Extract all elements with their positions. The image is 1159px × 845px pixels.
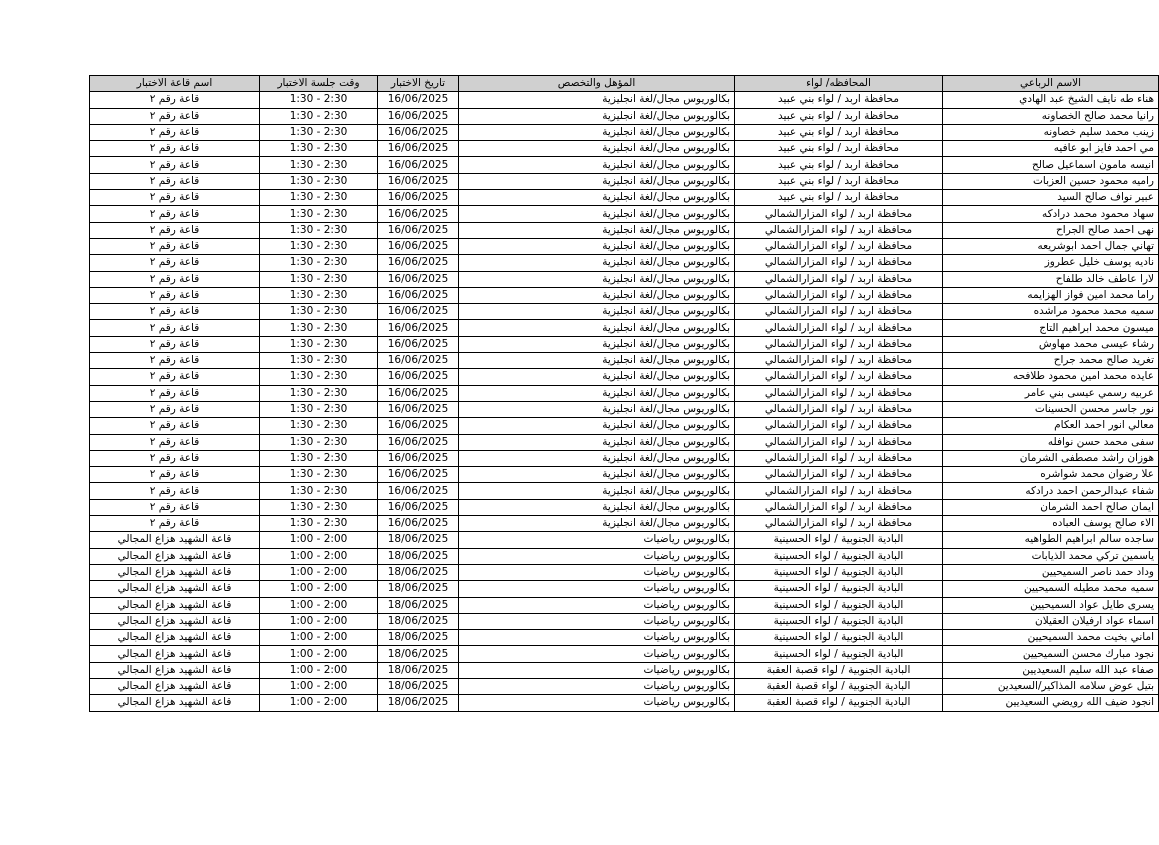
table-row: [90, 173, 1159, 189]
cell-qualification: بكالوريوس رياضيات: [459, 564, 735, 580]
cell-governorate: محافظة اربد / لواء بني عبيد: [735, 190, 943, 206]
cell-governorate: البادية الجنوبية / لواء قصبة العقبة: [735, 662, 943, 678]
table-row: [90, 450, 1159, 466]
cell-qualification: بكالوريوس مجال/لغة انجليزية: [459, 124, 735, 140]
cell-name: عايده محمد امين محمود طلافحه: [943, 369, 1159, 385]
cell-date: 16/06/2025: [378, 124, 459, 140]
table-row: [90, 92, 1159, 108]
cell-name: نهى احمد صالح الجراح: [943, 222, 1159, 238]
cell-time: 1:00 - 2:00: [260, 662, 378, 678]
table-row: [90, 581, 1159, 597]
cell-name: سفى محمد حسن نوافله: [943, 434, 1159, 450]
cell-time: 1:30 - 2:30: [260, 516, 378, 532]
cell-qualification: بكالوريوس مجال/لغة انجليزية: [459, 238, 735, 254]
cell-hall: قاعة رقم ٢: [90, 141, 260, 157]
cell-hall: قاعة رقم ٢: [90, 238, 260, 254]
table-row: [90, 499, 1159, 515]
cell-date: 16/06/2025: [378, 92, 459, 108]
cell-qualification: بكالوريوس مجال/لغة انجليزية: [459, 385, 735, 401]
table-row: [90, 124, 1159, 140]
cell-hall: قاعة رقم ٢: [90, 385, 260, 401]
cell-qualification: بكالوريوس مجال/لغة انجليزية: [459, 401, 735, 417]
cell-governorate: محافظة اربد / لواء المزارالشمالي: [735, 483, 943, 499]
cell-hall: قاعة رقم ٢: [90, 353, 260, 369]
cell-qualification: بكالوريوس مجال/لغة انجليزية: [459, 483, 735, 499]
cell-governorate: البادية الجنوبية / لواء الحسينية: [735, 564, 943, 580]
cell-hall: قاعة رقم ٢: [90, 450, 260, 466]
cell-time: 1:30 - 2:30: [260, 353, 378, 369]
cell-date: 16/06/2025: [378, 434, 459, 450]
cell-date: 18/06/2025: [378, 548, 459, 564]
cell-qualification: بكالوريوس مجال/لغة انجليزية: [459, 320, 735, 336]
cell-date: 16/06/2025: [378, 450, 459, 466]
cell-time: 1:30 - 2:30: [260, 141, 378, 157]
cell-governorate: محافظة اربد / لواء المزارالشمالي: [735, 450, 943, 466]
cell-name: زينب محمد سليم خصاونه: [943, 124, 1159, 140]
cell-hall: قاعة رقم ٢: [90, 320, 260, 336]
cell-governorate: محافظة اربد / لواء المزارالشمالي: [735, 255, 943, 271]
cell-hall: قاعة الشهيد هزاع المجالي: [90, 613, 260, 629]
cell-qualification: بكالوريوس رياضيات: [459, 646, 735, 662]
cell-governorate: محافظة اربد / لواء المزارالشمالي: [735, 369, 943, 385]
cell-time: 1:00 - 2:00: [260, 613, 378, 629]
cell-qualification: بكالوريوس مجال/لغة انجليزية: [459, 336, 735, 352]
cell-date: 16/06/2025: [378, 401, 459, 417]
table-row: [90, 564, 1159, 580]
cell-name: اسماء عواد ارفيلان العقيلان: [943, 613, 1159, 629]
exam-schedule-table: [89, 75, 1159, 712]
table-row: [90, 271, 1159, 287]
cell-name: نجود مبارك محسن السميحيين: [943, 646, 1159, 662]
cell-hall: قاعة رقم ٢: [90, 190, 260, 206]
cell-name: نور جاسر محسن الحسينات: [943, 401, 1159, 417]
table-row: [90, 646, 1159, 662]
cell-name: عبير نواف صالح السيد: [943, 190, 1159, 206]
cell-name: سميه محمد مطيله السميحيين: [943, 581, 1159, 597]
cell-hall: قاعة رقم ٢: [90, 499, 260, 515]
table-row: [90, 238, 1159, 254]
cell-time: 1:30 - 2:30: [260, 385, 378, 401]
cell-name: عربيه رسمي عيسى بني عامر: [943, 385, 1159, 401]
cell-qualification: بكالوريوس مجال/لغة انجليزية: [459, 418, 735, 434]
cell-governorate: محافظة اربد / لواء بني عبيد: [735, 141, 943, 157]
cell-name: تهاني جمال احمد ابوشريعه: [943, 238, 1159, 254]
cell-name: راما محمد امين فواز الهزايمه: [943, 287, 1159, 303]
table-row: [90, 222, 1159, 238]
cell-governorate: محافظة اربد / لواء بني عبيد: [735, 108, 943, 124]
cell-name: اماني بخيت محمد السميحيين: [943, 630, 1159, 646]
cell-qualification: بكالوريوس رياضيات: [459, 662, 735, 678]
table-row: [90, 206, 1159, 222]
cell-time: 1:30 - 2:30: [260, 336, 378, 352]
cell-date: 16/06/2025: [378, 255, 459, 271]
cell-qualification: بكالوريوس رياضيات: [459, 695, 735, 711]
cell-date: 18/06/2025: [378, 581, 459, 597]
cell-time: 1:30 - 2:30: [260, 206, 378, 222]
cell-qualification: بكالوريوس رياضيات: [459, 597, 735, 613]
cell-time: 1:30 - 2:30: [260, 157, 378, 173]
cell-governorate: البادية الجنوبية / لواء الحسينية: [735, 532, 943, 548]
cell-time: 1:00 - 2:00: [260, 678, 378, 694]
cell-qualification: بكالوريوس رياضيات: [459, 581, 735, 597]
table-row: [90, 141, 1159, 157]
cell-date: 18/06/2025: [378, 597, 459, 613]
cell-time: 1:30 - 2:30: [260, 369, 378, 385]
cell-date: 18/06/2025: [378, 646, 459, 662]
cell-date: 16/06/2025: [378, 499, 459, 515]
cell-governorate: البادية الجنوبية / لواء الحسينية: [735, 646, 943, 662]
cell-governorate: البادية الجنوبية / لواء الحسينية: [735, 581, 943, 597]
table-row: [90, 255, 1159, 271]
cell-date: 16/06/2025: [378, 320, 459, 336]
cell-name: ساجده سالم ابراهيم الطواهيه: [943, 532, 1159, 548]
cell-date: 16/06/2025: [378, 369, 459, 385]
cell-time: 1:00 - 2:00: [260, 548, 378, 564]
cell-date: 16/06/2025: [378, 467, 459, 483]
cell-governorate: محافظة اربد / لواء المزارالشمالي: [735, 467, 943, 483]
cell-hall: قاعة رقم ٢: [90, 124, 260, 140]
cell-governorate: محافظة اربد / لواء المزارالشمالي: [735, 222, 943, 238]
cell-qualification: بكالوريوس مجال/لغة انجليزية: [459, 190, 735, 206]
cell-date: 18/06/2025: [378, 662, 459, 678]
cell-date: 18/06/2025: [378, 695, 459, 711]
cell-governorate: محافظة اربد / لواء المزارالشمالي: [735, 320, 943, 336]
cell-hall: قاعة رقم ٢: [90, 304, 260, 320]
cell-governorate: البادية الجنوبية / لواء قصبة العقبة: [735, 695, 943, 711]
table-row: [90, 434, 1159, 450]
cell-hall: قاعة الشهيد هزاع المجالي: [90, 678, 260, 694]
cell-time: 1:30 - 2:30: [260, 190, 378, 206]
cell-date: 16/06/2025: [378, 483, 459, 499]
cell-name: لارا عاطف خالد طلفاح: [943, 271, 1159, 287]
cell-hall: قاعة الشهيد هزاع المجالي: [90, 564, 260, 580]
cell-name: راميه محمود حسين العزبات: [943, 173, 1159, 189]
cell-name: هناء طه نايف الشيخ عبد الهادي: [943, 92, 1159, 108]
cell-time: 1:30 - 2:30: [260, 483, 378, 499]
cell-name: ياسمين تركي محمد الذيابات: [943, 548, 1159, 564]
cell-time: 1:30 - 2:30: [260, 108, 378, 124]
cell-time: 1:30 - 2:30: [260, 92, 378, 108]
cell-qualification: بكالوريوس رياضيات: [459, 678, 735, 694]
cell-governorate: البادية الجنوبية / لواء الحسينية: [735, 630, 943, 646]
cell-date: 16/06/2025: [378, 222, 459, 238]
cell-time: 1:30 - 2:30: [260, 499, 378, 515]
cell-time: 1:00 - 2:00: [260, 564, 378, 580]
cell-date: 18/06/2025: [378, 630, 459, 646]
cell-governorate: محافظة اربد / لواء المزارالشمالي: [735, 304, 943, 320]
cell-hall: قاعة رقم ٢: [90, 434, 260, 450]
table-row: [90, 336, 1159, 352]
cell-hall: قاعة الشهيد هزاع المجالي: [90, 597, 260, 613]
cell-governorate: محافظة اربد / لواء بني عبيد: [735, 92, 943, 108]
cell-time: 1:30 - 2:30: [260, 401, 378, 417]
cell-name: ميسون محمد ابراهيم التاج: [943, 320, 1159, 336]
cell-governorate: محافظة اربد / لواء المزارالشمالي: [735, 401, 943, 417]
cell-hall: قاعة رقم ٢: [90, 287, 260, 303]
cell-name: وداد حمد ناصر السميحيين: [943, 564, 1159, 580]
header-hall: اسم قاعة الاختبار: [90, 76, 260, 92]
cell-hall: قاعة الشهيد هزاع المجالي: [90, 532, 260, 548]
cell-name: معالي انور احمد العكام: [943, 418, 1159, 434]
cell-hall: قاعة رقم ٢: [90, 483, 260, 499]
cell-hall: قاعة رقم ٢: [90, 467, 260, 483]
cell-qualification: بكالوريوس مجال/لغة انجليزية: [459, 287, 735, 303]
cell-date: 16/06/2025: [378, 287, 459, 303]
cell-name: رشاء عيسى محمد مهاوش: [943, 336, 1159, 352]
cell-governorate: محافظة اربد / لواء المزارالشمالي: [735, 287, 943, 303]
cell-hall: قاعة الشهيد هزاع المجالي: [90, 695, 260, 711]
cell-time: 1:30 - 2:30: [260, 255, 378, 271]
cell-time: 1:30 - 2:30: [260, 124, 378, 140]
table-row: [90, 353, 1159, 369]
cell-date: 18/06/2025: [378, 564, 459, 580]
cell-name: انيسه مامون اسماعيل صالح: [943, 157, 1159, 173]
table-row: [90, 369, 1159, 385]
cell-qualification: بكالوريوس مجال/لغة انجليزية: [459, 108, 735, 124]
cell-name: علا رضوان محمد شواشره: [943, 467, 1159, 483]
cell-qualification: بكالوريوس رياضيات: [459, 630, 735, 646]
cell-governorate: محافظة اربد / لواء المزارالشمالي: [735, 499, 943, 515]
table-row: [90, 613, 1159, 629]
header-qualification: المؤهل والتخصص: [459, 76, 735, 92]
cell-hall: قاعة رقم ٢: [90, 369, 260, 385]
cell-qualification: بكالوريوس مجال/لغة انجليزية: [459, 141, 735, 157]
cell-name: يسرى طايل عواد السميحيين: [943, 597, 1159, 613]
cell-name: رانيا محمد صالح الخصاونه: [943, 108, 1159, 124]
table-row: [90, 532, 1159, 548]
cell-hall: قاعة رقم ٢: [90, 418, 260, 434]
cell-time: 1:30 - 2:30: [260, 238, 378, 254]
cell-hall: قاعة رقم ٢: [90, 206, 260, 222]
table-body: [90, 92, 1159, 711]
cell-time: 1:00 - 2:00: [260, 532, 378, 548]
cell-date: 16/06/2025: [378, 206, 459, 222]
cell-hall: قاعة رقم ٢: [90, 222, 260, 238]
table-row: [90, 630, 1159, 646]
cell-governorate: محافظة اربد / لواء المزارالشمالي: [735, 206, 943, 222]
cell-qualification: بكالوريوس مجال/لغة انجليزية: [459, 369, 735, 385]
table-row: [90, 467, 1159, 483]
cell-name: ايمان صالح احمد الشرمان: [943, 499, 1159, 515]
cell-qualification: بكالوريوس مجال/لغة انجليزية: [459, 450, 735, 466]
table-row: [90, 190, 1159, 206]
cell-governorate: محافظة اربد / لواء المزارالشمالي: [735, 271, 943, 287]
cell-hall: قاعة رقم ٢: [90, 516, 260, 532]
header-governorate: المحافظه/ لواء: [735, 76, 943, 92]
cell-time: 1:00 - 2:00: [260, 581, 378, 597]
cell-time: 1:30 - 2:30: [260, 467, 378, 483]
table-row: [90, 662, 1159, 678]
cell-time: 1:30 - 2:30: [260, 450, 378, 466]
cell-qualification: بكالوريوس رياضيات: [459, 532, 735, 548]
header-name: الاسم الرباعي: [943, 76, 1159, 92]
cell-time: 1:30 - 2:30: [260, 304, 378, 320]
cell-date: 16/06/2025: [378, 385, 459, 401]
cell-time: 1:30 - 2:30: [260, 320, 378, 336]
cell-hall: قاعة رقم ٢: [90, 92, 260, 108]
cell-governorate: البادية الجنوبية / لواء الحسينية: [735, 548, 943, 564]
cell-name: ناديه يوسف خليل عطروز: [943, 255, 1159, 271]
table-row: [90, 108, 1159, 124]
cell-date: 16/06/2025: [378, 157, 459, 173]
cell-hall: قاعة رقم ٢: [90, 173, 260, 189]
cell-date: 16/06/2025: [378, 190, 459, 206]
cell-name: انجود ضيف الله رويضي السعيديين: [943, 695, 1159, 711]
table-row: [90, 418, 1159, 434]
table-row: [90, 157, 1159, 173]
cell-governorate: محافظة اربد / لواء بني عبيد: [735, 124, 943, 140]
cell-name: صفاء عبد الله سليم السعيديين: [943, 662, 1159, 678]
cell-date: 16/06/2025: [378, 418, 459, 434]
cell-name: هوزان راشد مصطفى الشرمان: [943, 450, 1159, 466]
cell-time: 1:00 - 2:00: [260, 646, 378, 662]
cell-governorate: محافظة اربد / لواء المزارالشمالي: [735, 336, 943, 352]
cell-time: 1:30 - 2:30: [260, 418, 378, 434]
cell-qualification: بكالوريوس مجال/لغة انجليزية: [459, 304, 735, 320]
cell-qualification: بكالوريوس مجال/لغة انجليزية: [459, 222, 735, 238]
cell-date: 16/06/2025: [378, 141, 459, 157]
cell-hall: قاعة رقم ٢: [90, 271, 260, 287]
cell-governorate: البادية الجنوبية / لواء الحسينية: [735, 613, 943, 629]
table-row: [90, 401, 1159, 417]
cell-qualification: بكالوريوس مجال/لغة انجليزية: [459, 206, 735, 222]
cell-governorate: محافظة اربد / لواء المزارالشمالي: [735, 385, 943, 401]
table-row: [90, 385, 1159, 401]
cell-qualification: بكالوريوس مجال/لغة انجليزية: [459, 467, 735, 483]
cell-governorate: محافظة اربد / لواء المزارالشمالي: [735, 238, 943, 254]
cell-time: 1:30 - 2:30: [260, 271, 378, 287]
cell-time: 1:00 - 2:00: [260, 695, 378, 711]
cell-qualification: بكالوريوس مجال/لغة انجليزية: [459, 434, 735, 450]
cell-date: 16/06/2025: [378, 238, 459, 254]
cell-time: 1:30 - 2:30: [260, 173, 378, 189]
table-row: [90, 304, 1159, 320]
cell-qualification: بكالوريوس رياضيات: [459, 613, 735, 629]
cell-governorate: محافظة اربد / لواء المزارالشمالي: [735, 516, 943, 532]
cell-hall: قاعة رقم ٢: [90, 157, 260, 173]
table-row: [90, 320, 1159, 336]
cell-date: 16/06/2025: [378, 336, 459, 352]
cell-qualification: بكالوريوس مجال/لغة انجليزية: [459, 499, 735, 515]
cell-name: شفاء عبدالرحمن احمد درادكه: [943, 483, 1159, 499]
header-row: [90, 76, 1159, 92]
cell-hall: قاعة الشهيد هزاع المجالي: [90, 548, 260, 564]
cell-name: سميه محمد محمود مراشده: [943, 304, 1159, 320]
cell-governorate: محافظة اربد / لواء المزارالشمالي: [735, 353, 943, 369]
cell-hall: قاعة رقم ٢: [90, 401, 260, 417]
cell-name: مي احمد فايز ابو عافيه: [943, 141, 1159, 157]
header-date: تاريخ الاختبار: [378, 76, 459, 92]
cell-date: 16/06/2025: [378, 173, 459, 189]
cell-qualification: بكالوريوس مجال/لغة انجليزية: [459, 353, 735, 369]
cell-qualification: بكالوريوس مجال/لغة انجليزية: [459, 516, 735, 532]
cell-time: 1:00 - 2:00: [260, 630, 378, 646]
cell-name: بتيل عوض سلامه المذاكير/السعيدين: [943, 678, 1159, 694]
table-row: [90, 483, 1159, 499]
cell-qualification: بكالوريوس مجال/لغة انجليزية: [459, 92, 735, 108]
table-row: [90, 678, 1159, 694]
cell-name: سهاد محمود محمد درادكه: [943, 206, 1159, 222]
cell-name: الاء صالح يوسف العباده: [943, 516, 1159, 532]
cell-date: 18/06/2025: [378, 532, 459, 548]
cell-hall: قاعة رقم ٢: [90, 255, 260, 271]
cell-hall: قاعة الشهيد هزاع المجالي: [90, 581, 260, 597]
cell-hall: قاعة الشهيد هزاع المجالي: [90, 630, 260, 646]
table-row: [90, 516, 1159, 532]
cell-governorate: محافظة اربد / لواء المزارالشمالي: [735, 418, 943, 434]
cell-hall: قاعة رقم ٢: [90, 336, 260, 352]
cell-time: 1:30 - 2:30: [260, 287, 378, 303]
cell-time: 1:30 - 2:30: [260, 434, 378, 450]
cell-name: تغريد صالح محمد جراح: [943, 353, 1159, 369]
cell-date: 16/06/2025: [378, 108, 459, 124]
cell-governorate: البادية الجنوبية / لواء قصبة العقبة: [735, 678, 943, 694]
cell-date: 16/06/2025: [378, 271, 459, 287]
cell-qualification: بكالوريوس رياضيات: [459, 548, 735, 564]
cell-hall: قاعة الشهيد هزاع المجالي: [90, 646, 260, 662]
cell-hall: قاعة الشهيد هزاع المجالي: [90, 662, 260, 678]
table-row: [90, 287, 1159, 303]
cell-qualification: بكالوريوس مجال/لغة انجليزية: [459, 255, 735, 271]
cell-qualification: بكالوريوس مجال/لغة انجليزية: [459, 173, 735, 189]
cell-date: 18/06/2025: [378, 678, 459, 694]
cell-qualification: بكالوريوس مجال/لغة انجليزية: [459, 157, 735, 173]
cell-time: 1:30 - 2:30: [260, 222, 378, 238]
cell-governorate: محافظة اربد / لواء بني عبيد: [735, 157, 943, 173]
cell-date: 16/06/2025: [378, 304, 459, 320]
table-row: [90, 548, 1159, 564]
cell-time: 1:00 - 2:00: [260, 597, 378, 613]
cell-date: 16/06/2025: [378, 516, 459, 532]
table-row: [90, 597, 1159, 613]
table-row: [90, 695, 1159, 711]
cell-governorate: البادية الجنوبية / لواء الحسينية: [735, 597, 943, 613]
header-time: وقت جلسة الاختبار: [260, 76, 378, 92]
cell-qualification: بكالوريوس مجال/لغة انجليزية: [459, 271, 735, 287]
cell-date: 18/06/2025: [378, 613, 459, 629]
cell-governorate: محافظة اربد / لواء بني عبيد: [735, 173, 943, 189]
cell-hall: قاعة رقم ٢: [90, 108, 260, 124]
cell-date: 16/06/2025: [378, 353, 459, 369]
cell-governorate: محافظة اربد / لواء المزارالشمالي: [735, 434, 943, 450]
